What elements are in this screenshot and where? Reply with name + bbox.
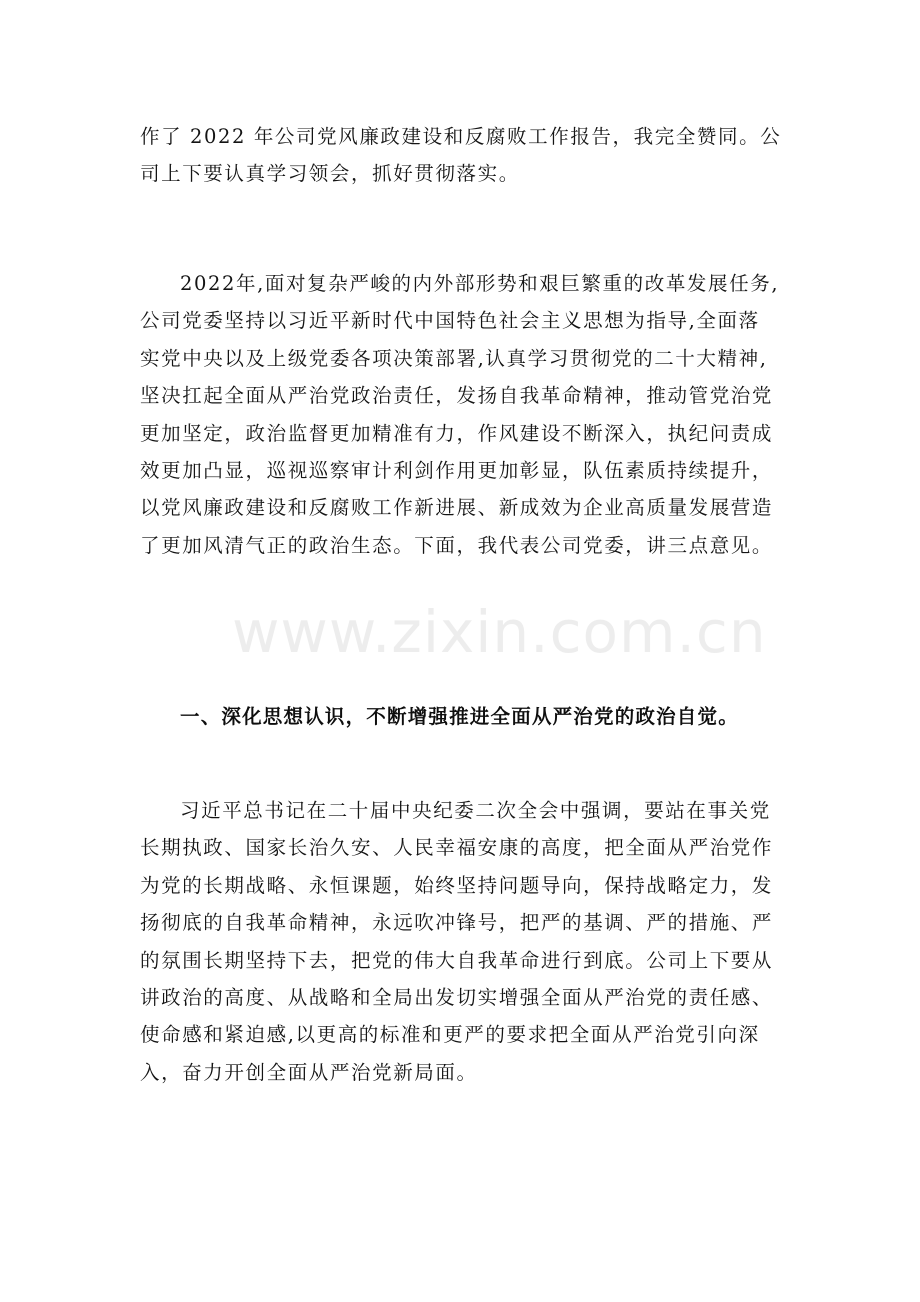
text-line: 2022年,面对复杂严峻的内外部形势和艰巨繁重的改革发展任务,	[180, 272, 780, 295]
section-heading: 一、深化思想认识，不断增强推进全面从严治党的政治自觉。	[180, 705, 739, 728]
text-line: 司上下要认真学习领会，抓好贯彻落实。	[140, 162, 520, 186]
text-line: 更加坚定，政治监督更加精准有力，作风建设不断深入，执纪问责成	[140, 421, 774, 445]
text-line: 使命感和紧迫感,以更高的标准和更严的要求把全面从严治党引向深	[140, 1023, 760, 1047]
text-line: 讲政治的高度、从战略和全局出发切实增强全面从严治党的责任感、	[140, 986, 774, 1010]
text-line: 坚决扛起全面从严治党政治责任，发扬自我革命精神，推动管党治党	[140, 384, 774, 408]
text-line: 习近平总书记在二十届中央纪委二次全会中强调，要站在事关党	[180, 799, 771, 822]
text-line: 实党中央以及上级党委各项决策部署,认真学习贯彻党的二十大精神,	[140, 346, 768, 370]
text-line: 扬彻底的自我革命精神，永远吹冲锋号，把严的基调、严的措施、严	[140, 911, 774, 935]
text-line: 以党风廉政建设和反腐败工作新进展、新成效为企业高质量发展营造	[140, 496, 774, 520]
watermark: www.zixin.com.cn	[232, 598, 767, 666]
paragraph-review-2022	[140, 265, 786, 564]
text-line: 效更加凸显，巡视巡察审计利剑作用更加彰显，队伍素质持续提升，	[140, 459, 774, 483]
paragraph-intro	[140, 118, 786, 193]
text-line: 为党的长期战略、永恒课题，始终坚持问题导向，保持战略定力，发	[140, 873, 774, 897]
text-line: 入，奋力开创全面从严治党新局面。	[140, 1060, 478, 1084]
text-line: 作了 2022 年公司党风廉政建设和反腐败工作报告，我完全赞同。公	[140, 125, 782, 148]
text-line: 的氛围长期坚持下去，把党的伟大自我革命进行到底。公司上下要从	[140, 948, 774, 972]
text-line: 公司党委坚持以习近平新时代中国特色社会主义思想为指导,全面落	[140, 309, 760, 333]
paragraph-section-one	[140, 792, 786, 1091]
text-line: 长期执政、国家长治久安、人民幸福安康的高度，把全面从严治党作	[140, 836, 774, 860]
text-line: 了更加风清气正的政治生态。下面，我代表公司党委，讲三点意见。	[140, 533, 774, 557]
